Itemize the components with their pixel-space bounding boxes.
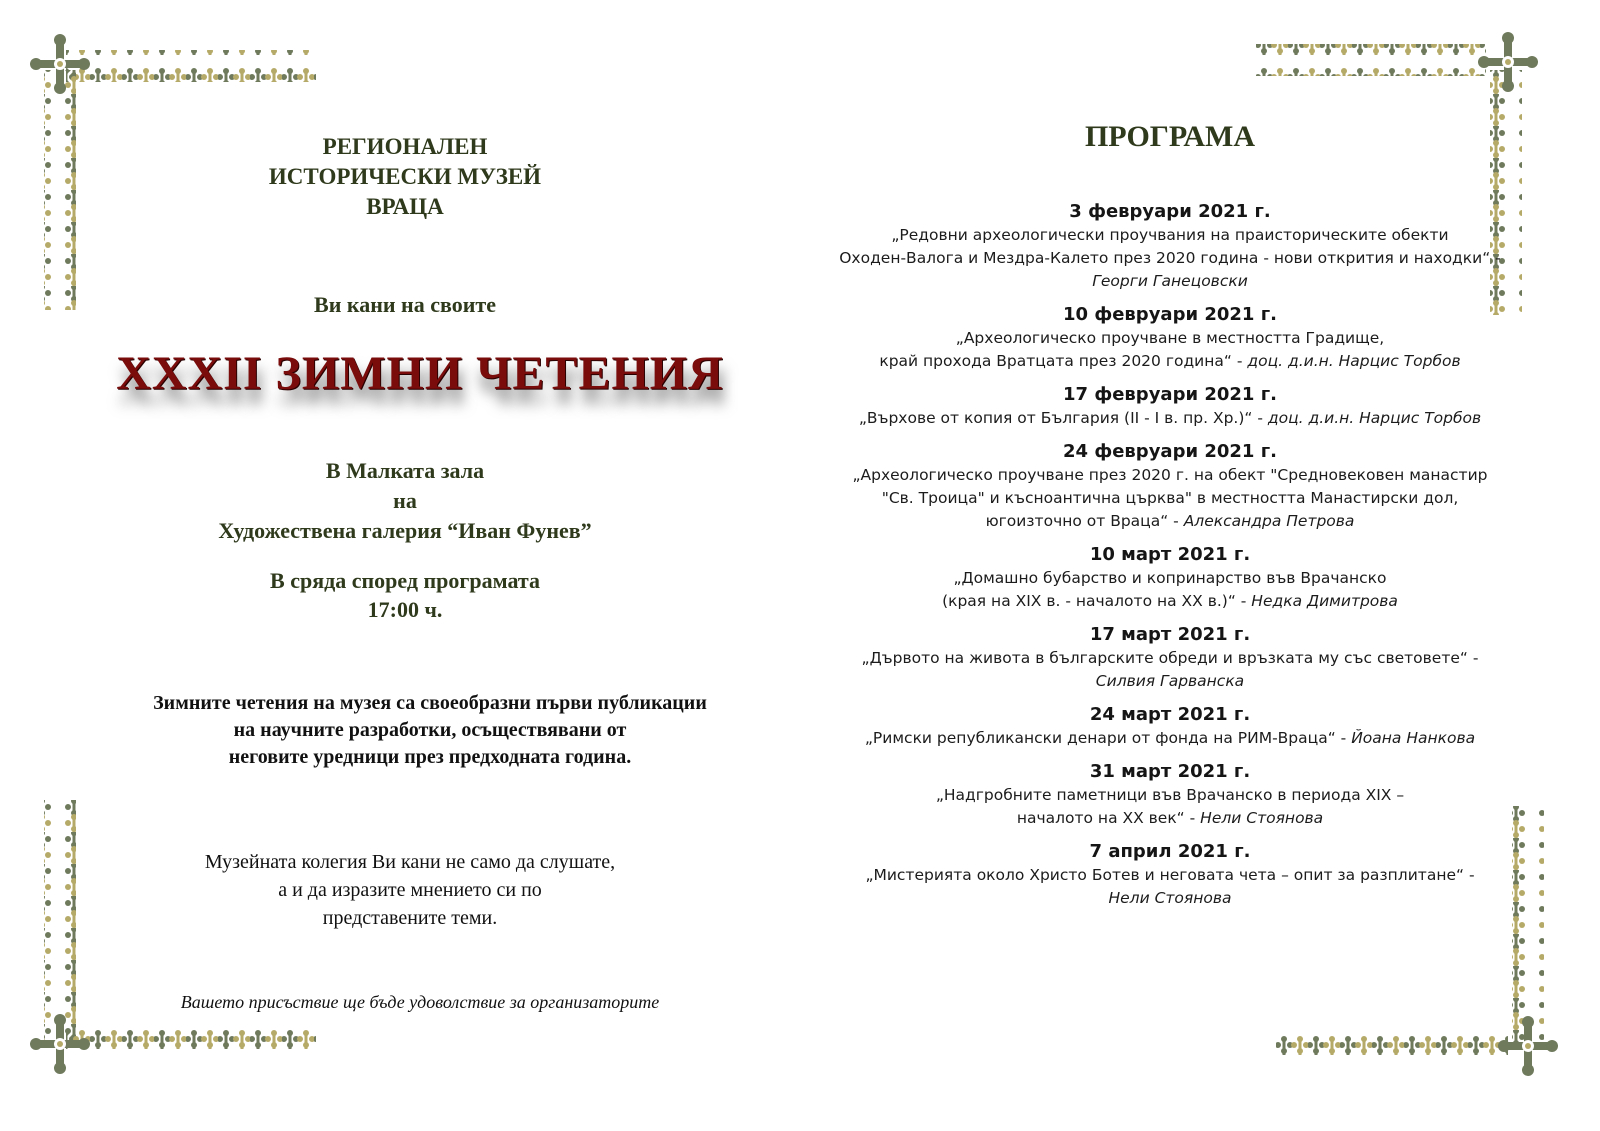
program-date: 31 март 2021 г. <box>1089 761 1251 782</box>
lecture-title: „Домашно бубарство и копринарство във Врачанско <box>953 569 1387 587</box>
lecture-title: край прохода Вратцата през 2020 година“ - <box>879 352 1248 370</box>
program-line <box>820 864 1520 887</box>
program-line <box>820 327 1520 350</box>
program-line <box>820 784 1520 807</box>
program-line <box>820 270 1520 293</box>
about-text: Зимните четения на музея са своеобразни първи публикации на научните разработки, осъществявани от неговите уредници през предходната година. <box>153 692 707 768</box>
venue: В Малката зала на Художествена галерия “Иван Фунев” <box>218 458 592 543</box>
lecturer-name: Георги Ганецовски <box>1092 272 1248 290</box>
program-date: 3 февруари 2021 г. <box>1069 201 1271 222</box>
program-date: 17 февруари 2021 г. <box>1063 384 1277 405</box>
program-line <box>820 510 1520 533</box>
program-line <box>820 407 1520 430</box>
lecturer-name: Александра Петрова <box>1183 512 1355 530</box>
program-date: 17 март 2021 г. <box>1089 624 1251 645</box>
lecture-title: „Дървото на живота в българските обреди и връзката му със световете“ - <box>861 649 1479 667</box>
program-item <box>820 760 1520 830</box>
lecture-title: началото на XX век“ - <box>1016 809 1201 827</box>
lecture-title: Оходен-Валога и Мездра-Калето през 2020 година - нови открития и находки“ - <box>839 249 1501 267</box>
program-date: 24 март 2021 г. <box>1089 704 1251 725</box>
program-line <box>820 590 1520 613</box>
program-title: ПРОГРАМА <box>1084 120 1256 153</box>
program-item <box>820 200 1520 293</box>
program-line <box>820 464 1520 487</box>
lecture-title: „Върхове от копия от България (II - I в. пр. Хр.)“ - <box>858 409 1268 427</box>
program-date: 10 март 2021 г. <box>1089 544 1251 565</box>
program-date: 10 февруари 2021 г. <box>1063 304 1277 325</box>
program-line <box>820 247 1520 270</box>
program-line <box>820 350 1520 373</box>
program-line <box>820 647 1520 670</box>
program-line <box>820 807 1520 830</box>
program-item <box>820 440 1520 533</box>
lecture-title: „Надгробните паметници във Врачанско в периода XIX – <box>935 786 1405 804</box>
program-line <box>820 887 1520 910</box>
lecture-title: (края на XIX в. - началото на XX в.)“ - <box>942 592 1252 610</box>
program-item <box>820 623 1520 693</box>
program-line <box>820 567 1520 590</box>
program-date: 24 февруари 2021 г. <box>1063 441 1277 462</box>
program-line <box>820 224 1520 247</box>
lecture-title: „Мистерията около Христо Ботев и неговата чета – опит за разплитане“ - <box>865 866 1475 884</box>
program-line <box>820 670 1520 693</box>
collegium-text: Музейната колегия Ви кани не само да слушате, а и да изразите мнението си по представените теми. <box>204 851 616 929</box>
lecture-title: „Археологическо проучване в местността Градище, <box>955 329 1385 347</box>
lecture-title: „Археологическо проучване през 2020 г. на обект "Средновековен манастир <box>852 466 1488 484</box>
program-line <box>820 487 1520 510</box>
program-item <box>820 543 1520 613</box>
lecture-title: югоизточно от Враца“ - <box>985 512 1184 530</box>
lecturer-name: Недка Димитрова <box>1251 592 1398 610</box>
program-item <box>820 303 1520 373</box>
lecturer-name: доц. д.и.н. Нарцис Торбов <box>1267 409 1482 427</box>
schedule-note: В сряда според програмата 17:00 ч. <box>270 568 540 622</box>
invite-text: Ви кани на своите <box>314 292 496 317</box>
lecture-title: "Св. Троица" и късноантична църква" в местността Манастирски дол, <box>881 489 1459 507</box>
program-date: 7 април 2021 г. <box>1089 841 1251 862</box>
museum-name: РЕГИОНАЛЕН ИСТОРИЧЕСКИ МУЗЕЙ ВРАЦА <box>268 134 542 219</box>
ornament-bottom-left <box>26 800 316 1100</box>
lecture-title: „Редовни археологически проучвания на праисторическите обекти <box>891 226 1449 244</box>
lecturer-name: Нели Стоянова <box>1108 889 1232 907</box>
program-item <box>820 703 1520 750</box>
lecturer-name: Силвия Гарванска <box>1095 672 1245 690</box>
presence-note: Вашето присъствие ще бъде удоволствие за организаторите <box>180 992 660 1012</box>
lecture-title: „Римски републикански денари от фонда на РИМ-Враца“ - <box>864 729 1352 747</box>
program-item <box>820 383 1520 430</box>
program-list <box>820 200 1520 920</box>
program-line <box>820 727 1520 750</box>
event-title: XXXII ЗИМНИ ЧЕТЕНИЯ <box>116 347 724 400</box>
lecturer-name: Йоана Нанкова <box>1351 729 1476 747</box>
lecturer-name: доц. д.и.н. Нарцис Торбов <box>1247 352 1461 370</box>
program-item <box>820 840 1520 910</box>
lecturer-name: Нели Стоянова <box>1200 809 1324 827</box>
